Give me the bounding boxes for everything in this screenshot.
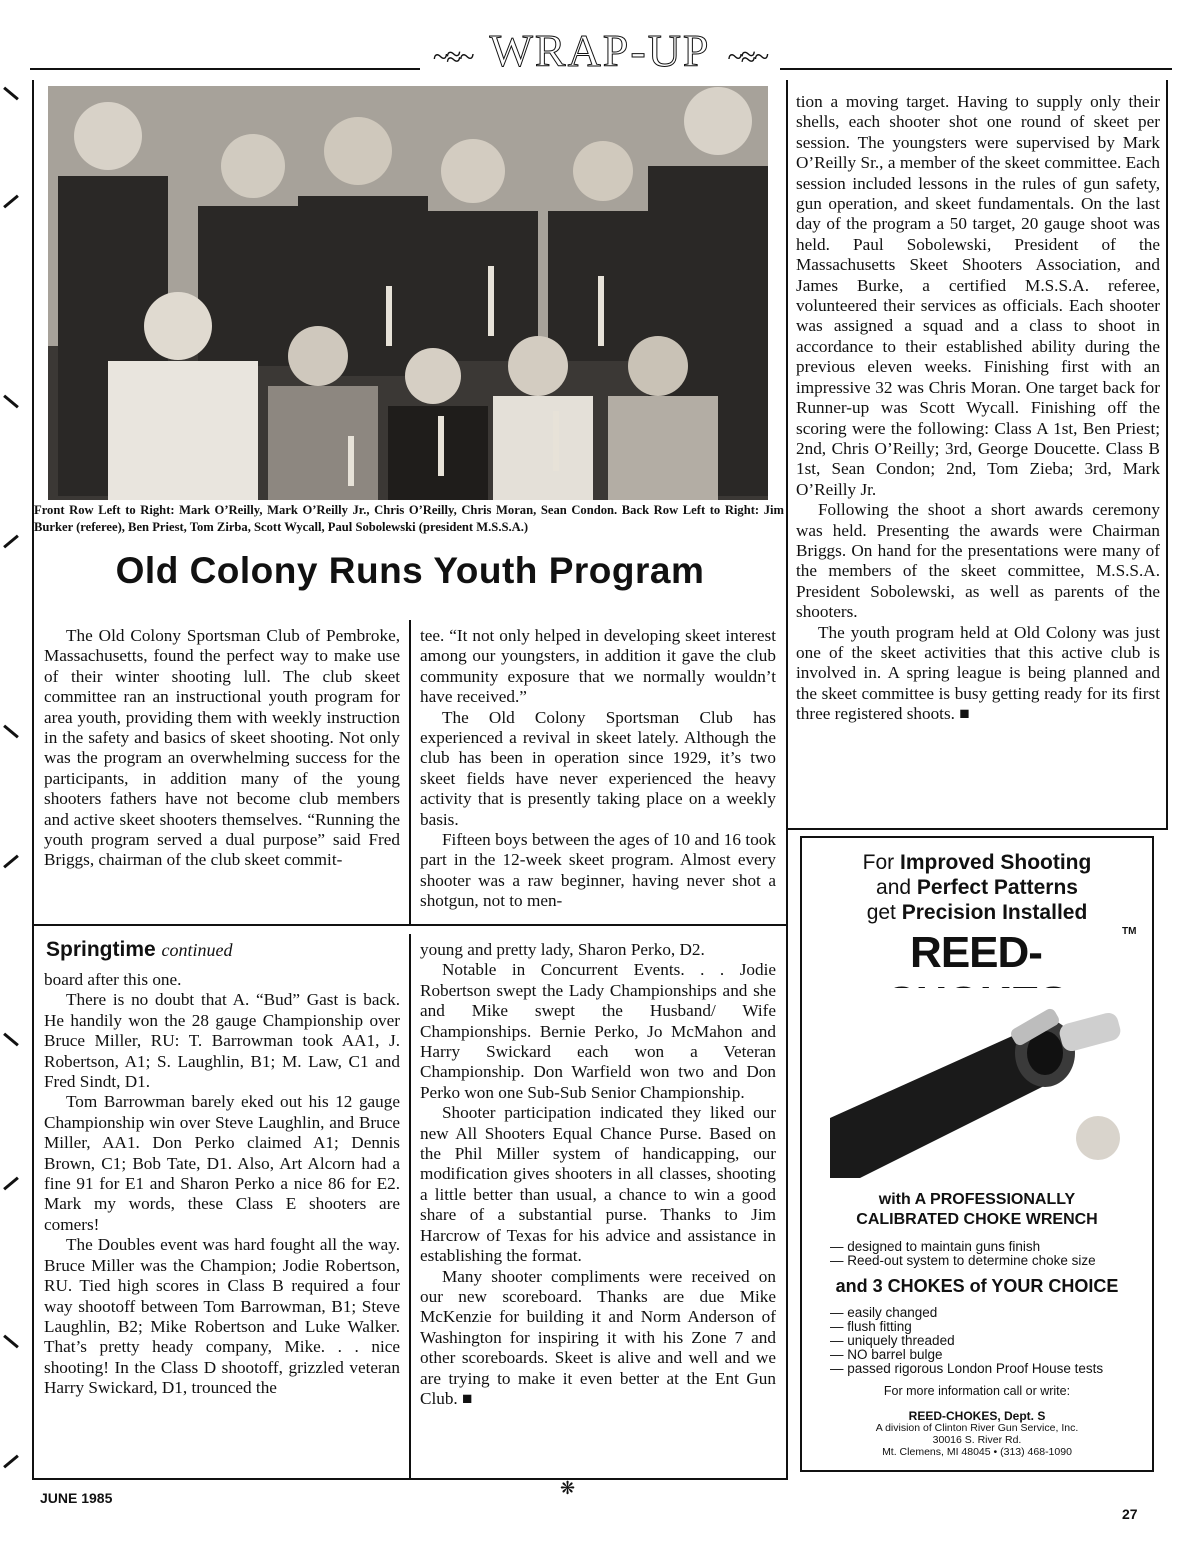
springtime-column-2: [420, 940, 776, 1409]
springtime-paragraph: young and pretty lady, Sharon Perko, D2.: [420, 940, 705, 959]
ad-choke-bullets: [830, 1306, 1130, 1376]
springtime-bottom-rule: [32, 1478, 788, 1480]
choke-wrench-illustration: [830, 988, 1126, 1178]
springtime-title: Springtime: [46, 938, 156, 961]
ad-bullet: — easily changed: [830, 1305, 938, 1320]
article-column-1: [44, 626, 400, 871]
ad-trademark: TM: [1122, 926, 1137, 937]
ad-tagline-text: and: [876, 876, 917, 899]
springtime-paragraph: The Doubles event was hard fought all the way. Bruce Miller was the Champion; Jodie Robertson, RU. Tied high scores in Class B required a four way shootoff between Tom Barrowman, B1; Steve Laughlin, B2; Mike Robertson and Luke Walker. That’s pretty heady company, Mike. . . nice shooting! In the Class D shootoff, grizzled veteran Harry Swickard, D1, trounced the: [44, 1235, 400, 1398]
ad-address-line: Mt. Clemens, MI 48045 • (313) 468-1090: [882, 1446, 1072, 1458]
margin-mark: [3, 535, 19, 549]
ad-bullet: — flush fitting: [830, 1319, 912, 1334]
margin-mark: [3, 1177, 19, 1191]
margin-mark: [3, 1033, 19, 1047]
ad-bullet: — uniquely threaded: [830, 1333, 955, 1348]
ad-contact-prompt: For more information call or write:: [883, 1384, 1071, 1398]
springtime-continued-note: continued: [161, 940, 233, 960]
group-photo-illustration: [48, 86, 768, 500]
ad-bullet: — NO barrel bulge: [830, 1347, 943, 1362]
photo-caption: Front Row Left to Right: Mark O’Reilly, Mark O’Reilly Jr., Chris O’Reilly, Chris Moran, Sean Condon. Back Row Left to Right: Jim Burker (referee), Ben Priest, Tom Zirba, Scott Wycall, Paul Sobolewski (president M.S.S.A.): [34, 503, 784, 534]
springtime-heading: [46, 938, 233, 962]
article-column-rule: [409, 620, 411, 926]
ad-brand-name: REED-: [910, 928, 1042, 977]
article-bottom-rule: [32, 924, 788, 926]
margin-mark: [3, 725, 19, 739]
springtime-paragraph: Shooter participation indicated they liked our new All Shooters Equal Chance Purse. Based on the Phil Miller system of handicapping, our modification gives shooters in all classes, shooting a little better than usual, a chance to win a good share of a substantial purse. Thanks to Jim Harcrow of Texas for his advice and assistance in establishing the format.: [420, 1103, 776, 1266]
springtime-column-rule: [409, 934, 411, 1480]
ad-wrench-line: CALIBRATED CHOKE WRENCH: [856, 1211, 1098, 1228]
ad-bullet: — passed rigorous London Proof House tests: [830, 1361, 1104, 1376]
masthead-title-wrap: [0, 24, 1200, 77]
ad-wrench-bullets: [830, 1240, 1130, 1268]
swash-left-ornament: ~≈~: [432, 42, 478, 73]
article-paragraph: The Old Colony Sportsman Club of Pembroke, Massachusetts, found the perfect way to make use of their winter shooting lull. The club skeet committee ran an instructional youth program for area youth, providing them with weekly instruction in the safety and basics of skeet shooting. Not only was the program an overwhelming success for the participants, in addition many of the young shooters fathers have not become club members and active skeet shooters themselves. “Running the youth program served a dual purpose” said Fred Briggs, chairman of the club skeet commit-: [44, 626, 400, 870]
ad-address: [802, 1410, 1152, 1458]
ad-address-line: A division of Clinton River Gun Service, Inc.: [875, 1422, 1079, 1434]
ad-tagline-bold: Precision Installed: [901, 901, 1088, 924]
article-paragraph: The youth program held at Old Colony was just one of the skeet activities that this active club is involved in. A spring league is being planned and the skeet committee is busy getting ready for its first three registered shoots. ■: [796, 622, 1160, 724]
frame-left: [32, 80, 34, 1480]
reed-chokes-advertisement: [800, 836, 1154, 1472]
section-title: WRAP-UP: [477, 24, 722, 77]
margin-mark: [3, 1455, 19, 1469]
footer-ornament: ❋: [560, 1478, 576, 1498]
article-paragraph: tee. “It not only helped in developing skeet interest among our youngsters, in addition it gave the club community exposure that we normally wouldn’t have received.”: [420, 626, 776, 707]
article-column-2: [420, 626, 776, 912]
springtime-column-1: [44, 970, 400, 1399]
springtime-paragraph: Notable in Concurrent Events. . . Jodie Robertson swept the Lady Championships and she and Mike swept the Husband/ Wife Championships. Bernie Perko, Jo McMahon and Harry Swickard each won a Veteran Championship. Don Warfield won two and Don Perko won one Sub-Sub Senior Championship.: [420, 960, 776, 1102]
page-number: 27: [1122, 1506, 1138, 1522]
ad-bullet: — Reed-out system to determine choke size: [830, 1253, 1096, 1268]
frame-right: [1166, 80, 1168, 830]
margin-mark: [3, 195, 19, 209]
ad-tagline-bold: Perfect Patterns: [916, 876, 1078, 899]
springtime-paragraph: Many shooter compliments were received on our new scoreboard. Thanks are due Mike McKenzie for building it and Norm Anderson of Washington for inspiring it with his Zone 7 and other scoreboards. Skeet is alive and well and we are trying to make it even better at the Ent Gun Club. ■: [420, 1266, 776, 1408]
ad-chokes-heading: and 3 CHOKES of YOUR CHOICE: [835, 1276, 1119, 1296]
springtime-paragraph: board after this one.: [44, 970, 182, 989]
article-paragraph: Fifteen boys between the ages of 10 and 16 took part in the 12-week skeet program. Almost every shooter was a raw beginner, having never shot a shotgun, not to men-: [420, 830, 776, 911]
article-paragraph: The Old Colony Sportsman Club has experienced a revival in skeet lately. Although the club has been in operation since 1929, it’s two skeet fields have never experienced the heavy activity that is presently taking place on a weekly basis.: [420, 707, 776, 829]
margin-mark: [3, 395, 19, 409]
ad-wrench-line: with A PROFESSIONALLY: [878, 1191, 1076, 1208]
article-paragraph: Following the shoot a short awards ceremony was held. Presenting the awards were Chairman Briggs. On hand for the presentations were many of the members of the skeet committee, M.S.S.A. President Sobolewski, as well as parents of the shooters.: [796, 500, 1160, 622]
article-paragraph: tion a moving target. Having to supply only their shells, each shooter shot one round of skeet per session. The youngsters were supervised by Mark O’Reilly Sr., a member of the skeet committee. Each session included lessons in the rules of gun safety, gun operation, and skeet fundamentals. On the last day of the program a 50 target, 20 gauge shoot was held. Paul Sobolewski, President of the Massachusetts Skeet Shooters Association, and James Burke, a certified M.S.S.A. referee, volunteered their services as officials. Each shooter was assigned a squad and a class to shoot in accordance to their established ability during the previous eleven weeks. Finishing first with an impressive 32 was Chris Moran. One target back for Runner-up was Scott Wycall. Finishing off the scoring were the following: Class A 1st, Ben Priest; 2nd, Chris O’Reilly; 3rd, George Doucette. Class B 1st, Sean Condon; 2nd, Tom Zieba; 3rd, Mark O’Reilly Jr.: [796, 92, 1160, 499]
ad-wrench-heading: [802, 1190, 1152, 1230]
springtime-paragraph: Tom Barrowman barely eked out his 12 gauge Championship win over Steve Laughlin, and Bruce Miller, AA1. Don Perko claimed A1; Dennis Brown, C1; Bob Tate, D1. Also, Art Alcorn had a fine 91 for E1 and Sharon Perko a nice 86 for E2. Mark my words, these Class E shooters are comers!: [44, 1092, 400, 1234]
ad-tagline-text: get: [866, 901, 902, 924]
group-photo: [48, 86, 768, 500]
article-column-3: [796, 92, 1160, 725]
masthead: [0, 18, 1200, 78]
springtime-paragraph: There is no doubt that A. “Bud” Gast is back. He handily won the 28 gauge Championship over Bruce Miller, RU: T. Barrowman took AA1, J. Robertson, A1; S. Laughlin, B1; M. Law, C1 and Fred Sindt, D1.: [44, 990, 400, 1092]
frame-divider: [786, 80, 788, 1480]
margin-mark: [3, 1335, 19, 1349]
ad-tagline-text: For: [862, 851, 900, 874]
ad-tagline-bold: Improved Shooting: [900, 851, 1092, 874]
ad-address-line: 30016 S. River Rd.: [932, 1434, 1022, 1446]
frame-right-bottom: [786, 828, 1168, 830]
ad-bullet: — designed to maintain guns finish: [830, 1239, 1041, 1254]
article-headline: Old Colony Runs Youth Program: [115, 550, 705, 591]
margin-mark: [3, 87, 19, 101]
ad-tagline: [802, 850, 1152, 925]
swash-right-ornament: ~≈~: [722, 42, 768, 73]
issue-date: JUNE 1985: [40, 1490, 113, 1506]
margin-mark: [3, 855, 19, 869]
ad-address-line: REED-CHOKES, Dept. S: [908, 1409, 1046, 1423]
